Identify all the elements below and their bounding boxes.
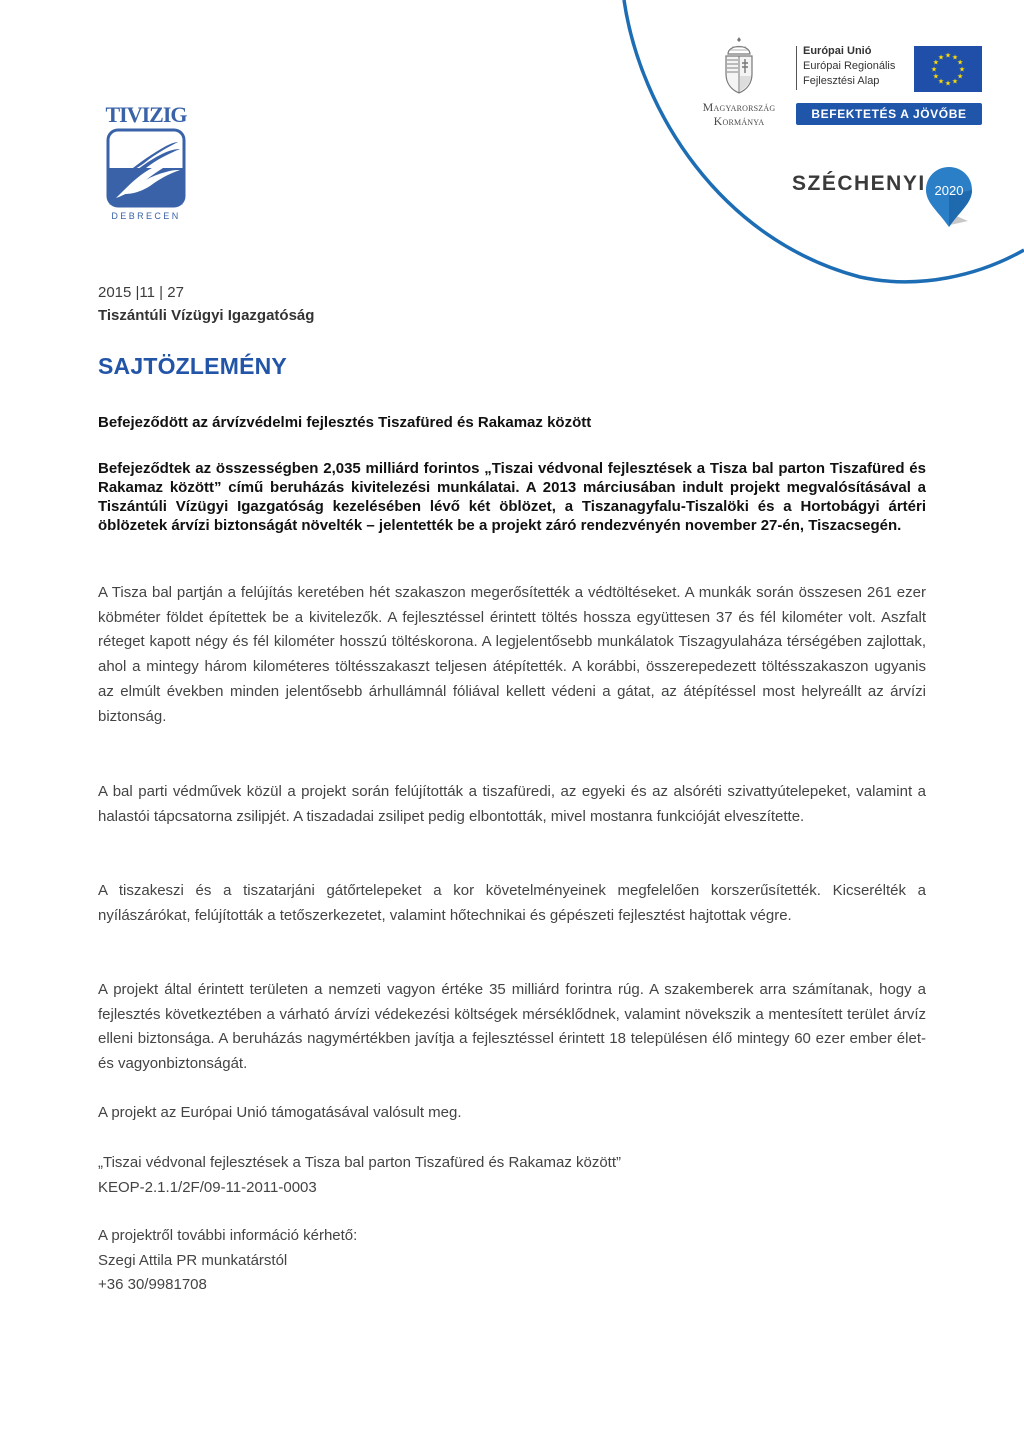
body-paragraph: A bal parti védművek közül a projekt során felújították a tiszafüredi, az egyeki és az alsóréti szivattyútelepeket, valamint a halastói tápcsatorna zsilipjét. A tiszadadai zsilipet pedig elbontották, mivel mostanra funkcióját elveszítette. xyxy=(98,783,926,825)
eu-title: Európai Unió xyxy=(803,45,872,57)
contact-person: Szegi Attila PR munkatárstól xyxy=(98,1251,288,1269)
eu-flag-icon xyxy=(914,46,982,92)
tivizig-logo-name: TIVIZIG xyxy=(105,102,187,127)
szechenyi-word: SZÉCHENYI xyxy=(792,172,926,195)
eu-star-icon: ★ xyxy=(930,66,938,74)
eu-fund-line1: Európai Regionális xyxy=(803,60,896,72)
divider xyxy=(796,46,797,90)
body-paragraph: A tiszakeszi és a tiszatarjáni gátőrtelepeket a kor követelményeinek megfelelően korszerűsítették. Kicserélték a nyílászárókat, felújították a tetőszerkezetet, valamint hőtechnikai és gépészeti fejlesztést hajtottak végre. xyxy=(98,882,926,924)
eu-star-icon: ★ xyxy=(956,59,964,67)
tivizig-logo-city: DEBRECEN xyxy=(111,211,181,221)
eu-star-icon: ★ xyxy=(958,66,966,74)
coat-of-arms-icon xyxy=(722,36,756,96)
eu-star-icon: ★ xyxy=(932,73,940,81)
eu-star-icon: ★ xyxy=(937,78,945,86)
investment-slogan-banner: BEFEKTETÉS A JÖVŐBE xyxy=(796,103,982,125)
eu-star-icon: ★ xyxy=(932,59,940,67)
contact-info xyxy=(98,1224,926,1298)
eu-star-icon: ★ xyxy=(944,52,952,60)
lead-paragraph: Befejeződtek az összességben 2,035 milliárd forintos „Tiszai védvonal fejlesztések a Tisza bal parton Tiszafüred és Rakamaz között” című beruházás kivitelezési munkálatai. A 2013 márciusában indult projekt megvalósításával a Tiszántúli Vízügyi Igazgatóság kezelésében lévő két öblözet, a Tiszanagyfalu-Tiszalöki és a Hortobágyi ártéri öblözetek árvízi biztonságát növelték – jelentették be a projekt záró rendezvényén november 27-én, Tiszacsegén. xyxy=(98,460,926,534)
headline: Befejeződött az árvízvédelmi fejlesztés Tiszafüred és Rakamaz között xyxy=(98,414,592,431)
organization-name: Tiszántúli Vízügyi Igazgatóság xyxy=(98,307,315,324)
body-paragraph: A Tisza bal partján a felújítás keretében hét szakaszon megerősítették a védtöltéseket. A munkák során összesen 261 ezer köbméter földet építettek be a kivitelezők. A fejlesztéssel érintett töltés hossza együttesen 37 és fél kilométer volt. Aszfalt réteget kapott négy és fél kilométer hosszú töltéskorona. A legjelentősebb munkálatok Tiszagyulaháza térségében zajlottak, ahol a mintegy három kilométeres töltésszakaszt teljesen átépítették. A korábbi, összerepedezett töltésszakaszon ugyanis az elmúlt években minden jelentősebb árhullámnál fóliával kellett védeni a gátat, az átépítéssel most helyreállt az árvízi biztonság. xyxy=(98,584,926,725)
government-logo-line2: Kormánya xyxy=(713,114,765,128)
eu-star-icon: ★ xyxy=(956,73,964,81)
page-title: SAJTÖZLEMÉNY xyxy=(98,353,287,379)
eu-fund-line2: Fejlesztési Alap xyxy=(803,75,880,87)
press-release-date: 2015 |11 | 27 xyxy=(98,284,184,301)
wave-emblem-icon xyxy=(106,128,186,208)
eu-star-icon: ★ xyxy=(951,78,959,86)
location-pin-icon xyxy=(924,165,974,229)
government-logo-line1: Magyarország xyxy=(702,100,776,114)
eu-star-icon: ★ xyxy=(944,80,952,88)
contact-phone: +36 30/9981708 xyxy=(98,1276,207,1294)
project-title: „Tiszai védvonal fejlesztések a Tisza bal parton Tiszafüred és Rakamaz között” xyxy=(98,1154,622,1171)
szechenyi-year: 2020 xyxy=(934,183,964,198)
eu-star-icon: ★ xyxy=(937,54,945,62)
hungarian-government-logo xyxy=(688,36,790,132)
contact-intro: A projektről további információ kérhető: xyxy=(98,1227,358,1244)
body-paragraph: A projekt az Európai Unió támogatásával valósult meg. xyxy=(98,1104,462,1121)
project-code: KEOP-2.1.1/2F/09-11-2011-0003 xyxy=(98,1178,317,1196)
body-paragraph: A projekt által érintett területen a nemzeti vagyon értéke 35 milliárd forintra rúg. A szakemberek arra számítanak, hogy a fejlesztés következtében a várható árvízi védekezési költségek mérséklődnek, valamint növekszik a mentesített terület árvíz elleni biztonsága. A beruházás nagymértékben javítja a fejlesztéssel érintett 18 településen élő mintegy 60 ezer ember élet- és vagyonbiztonságát. xyxy=(98,981,926,1073)
tivizig-logo xyxy=(100,104,192,222)
project-reference xyxy=(98,1151,926,1200)
eu-star-icon: ★ xyxy=(951,54,959,62)
